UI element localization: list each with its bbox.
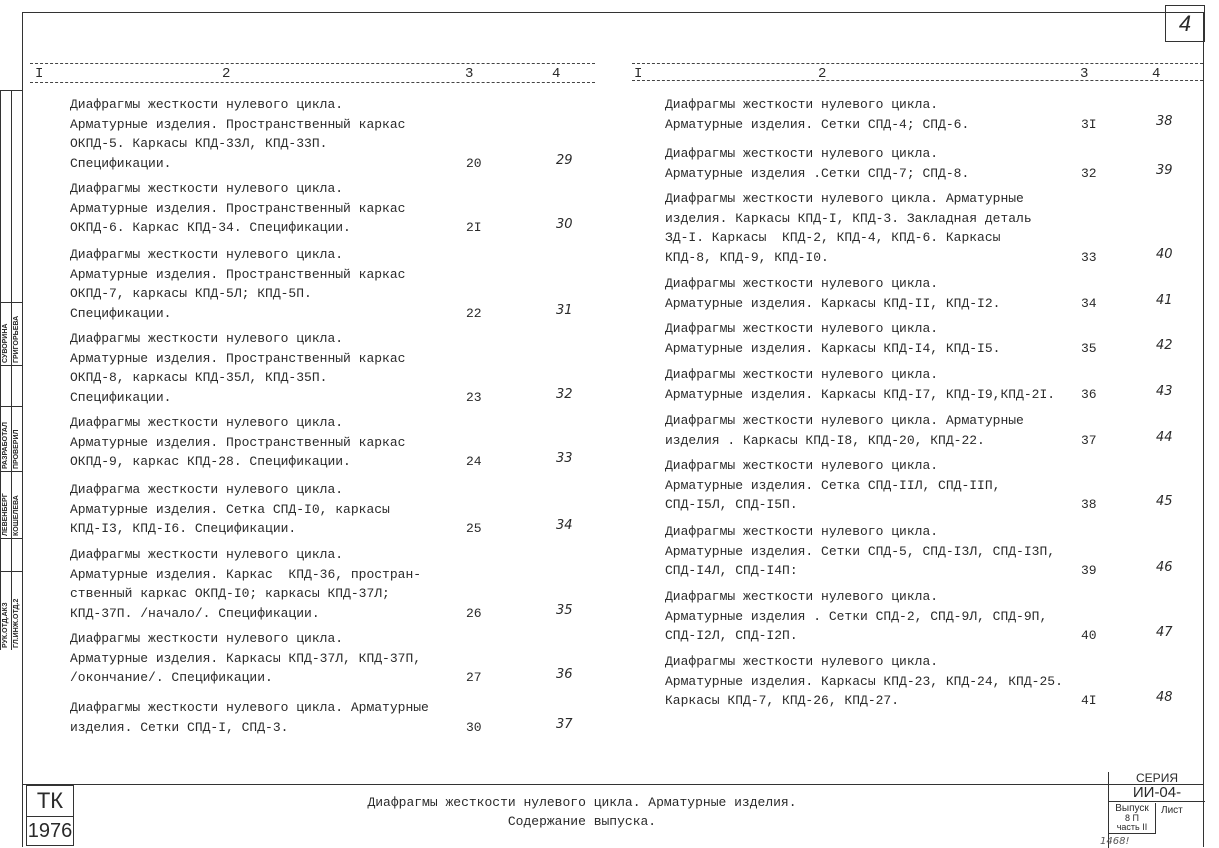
- entry-col3-number: 39: [1081, 563, 1097, 578]
- entry-description-line: изделия . Каркасы КПД-I8, КПД-20, КПД-22.: [665, 432, 985, 448]
- entry-description-line: Диафрагмы жесткости нулевого цикла. Арматурные: [665, 413, 1024, 428]
- entry-description-line: Диафрагмы жесткости нулевого цикла.: [665, 97, 939, 112]
- entry-description-line: Арматурные изделия .Сетки СПД-7; СПД-8.: [665, 165, 970, 181]
- entry-col4-number: 43: [1156, 383, 1173, 399]
- issue-label: Выпуск: [1115, 803, 1149, 814]
- left-col-header-3: 3: [465, 66, 474, 82]
- entry-col3-number: 27: [466, 670, 482, 685]
- contents-entry: [70, 545, 596, 623]
- entry-description-line: Арматурные изделия. Пространственный каркас: [70, 116, 406, 132]
- entry-description-line: Спецификации.: [70, 389, 172, 405]
- contents-entry: [665, 456, 1196, 515]
- entry-description-line: Арматурные изделия. Сетки СПД-4; СПД-6.: [665, 116, 970, 132]
- org-code: ТК: [26, 785, 74, 817]
- entry-description-line: КПД-8, КПД-9, КПД-I0.: [665, 249, 829, 265]
- contents-entry: [665, 652, 1196, 711]
- entry-col4-number: 48: [1156, 690, 1173, 705]
- entry-description-line: Диафрагмы жесткости нулевого цикла.: [70, 181, 344, 196]
- entry-description-line: Диафрагмы жесткости нулевого цикла.: [70, 247, 344, 262]
- entry-col3-number: 25: [466, 521, 482, 536]
- entry-col4-number: 47: [1156, 625, 1173, 640]
- entry-description-line: Диафрагмы жесткости нулевого цикла.: [665, 276, 939, 291]
- entry-description-line: КПД-I3, КПД-I6. Спецификации.: [70, 521, 297, 536]
- contents-entry: [665, 95, 1196, 134]
- contents-entry: [70, 698, 596, 737]
- stamp-empty-cell: [1, 90, 11, 302]
- entry-description-line: Диафрагмы жесткости нулевого цикла.: [70, 547, 344, 562]
- contents-entry: [665, 144, 1196, 183]
- entry-description-line: Диафрагмы жесткости нулевого цикла. Арматурные: [665, 191, 1024, 206]
- entry-col3-number: 36: [1081, 386, 1097, 402]
- stamp-row-2: [11, 90, 23, 650]
- contents-entry: [665, 587, 1196, 646]
- series-value: ИИ-04-: [1109, 784, 1205, 802]
- frame-right-border: [1203, 12, 1204, 847]
- entry-description-line: Арматурные изделия. Каркасы КПД-I4, КПД-I5.: [665, 340, 1001, 356]
- entry-description-line: Арматурные изделия. Каркасы КПД-37Л, КПД-37П,: [70, 650, 422, 666]
- contents-entry: [70, 629, 596, 688]
- entry-description-line: Арматурные изделия. Сетка СПД-I0, каркасы: [70, 501, 390, 517]
- entry-description-line: ЗД-I. Каркасы КПД-2, КПД-4, КПД-6. Каркасы: [665, 230, 1001, 245]
- entry-col4-number: 31: [556, 302, 573, 318]
- signature: [1, 365, 11, 406]
- frame-top-border: [22, 12, 1204, 13]
- entry-col4-number: 40: [1156, 246, 1173, 262]
- signature: [1, 538, 11, 571]
- entry-col3-number: 34: [1081, 295, 1097, 311]
- entry-description-line: ОКПД-5. Каркасы КПД-33Л, КПД-33П.: [70, 136, 328, 151]
- entry-description-line: Диафрагмы жесткости нулевого цикла.: [665, 367, 939, 382]
- entry-description-line: Арматурные изделия. Пространственный каркас: [70, 200, 406, 216]
- entry-description-line: ОКПД-6. Каркас КПД-34. Спецификации.: [70, 220, 351, 235]
- entry-description-line: СПД-I2Л, СПД-I2П.: [665, 628, 798, 643]
- entry-col3-number: 35: [1081, 340, 1097, 356]
- entry-description-line: Диафрагмы жесткости нулевого цикла.: [70, 331, 344, 346]
- entry-description-line: изделия. Сетки СПД-I, СПД-3.: [70, 719, 289, 735]
- issue-value: 8 П: [1125, 813, 1139, 823]
- header-rule-bottom-right: [632, 80, 1203, 81]
- stamp-name: СУВОРИНА: [1, 302, 11, 365]
- entry-description-line: Диафрагмы жесткости нулевого цикла.: [665, 654, 939, 669]
- entry-description-line: Арматурные изделия. Сетки СПД-5, СПД-I3Л, СПД-I3П,: [665, 543, 1056, 559]
- entry-description-line: Каркасы КПД-7, КПД-26, КПД-27.: [665, 693, 900, 708]
- sheet-number: 4: [1165, 5, 1205, 42]
- contents-entry: [70, 179, 596, 238]
- stamp-name: КОШЕЛЕВА: [12, 471, 22, 538]
- entry-col4-number: 35: [556, 602, 573, 618]
- entry-description-line: Арматурные изделия. Каркасы КПД-I7, КПД-I9,КПД-2I.: [665, 386, 1056, 402]
- contents-entry: [665, 522, 1196, 581]
- entry-col4-number: 38: [1156, 113, 1173, 129]
- entry-col4-number: 39: [1156, 162, 1173, 178]
- stamp-empty-cell: [12, 90, 22, 302]
- entry-description-line: Арматурные изделия. Пространственный каркас: [70, 434, 406, 450]
- header-rule-bottom-left: [30, 82, 595, 83]
- entry-col3-number: 32: [1081, 165, 1097, 181]
- header-rule-top-right: [632, 63, 1203, 64]
- contents-entry: [70, 480, 596, 539]
- part-label: часть II: [1116, 822, 1148, 832]
- document-title-line1: Диафрагмы жесткости нулевого цикла. Арматурные изделия.: [367, 795, 797, 810]
- contents-entry: [70, 413, 596, 472]
- stamp-role: ПРОВЕРИЛ: [12, 406, 22, 471]
- entry-col4-number: 32: [556, 386, 573, 402]
- entry-description-line: Диафрагмы жесткости нулевого цикла.: [70, 97, 344, 112]
- entry-description-line: Спецификации.: [70, 305, 172, 321]
- title-block: [22, 771, 1204, 848]
- entry-col4-number: 41: [1156, 292, 1173, 308]
- left-col-header-4: 4: [552, 66, 561, 82]
- entry-col4-number: 30: [556, 217, 573, 232]
- entry-col4-number: 37: [556, 716, 573, 732]
- entry-col3-number: 22: [466, 305, 482, 321]
- entry-col3-number: 26: [466, 605, 482, 621]
- entry-description-line: Арматурные изделия. Каркас КПД-36, простран-: [70, 566, 422, 582]
- entry-description-line: Диафрагмы жесткости нулевого цикла. Арматурные: [70, 700, 429, 715]
- entry-description-line: Диафрагмы жесткости нулевого цикла.: [70, 631, 344, 646]
- entry-col4-number: 42: [1156, 337, 1173, 353]
- contents-entry: [665, 365, 1196, 404]
- entry-description-line: ОКПД-7, каркасы КПД-5Л; КПД-5П.: [70, 286, 312, 301]
- right-col-header-1: I: [634, 66, 643, 82]
- signature: [12, 538, 22, 571]
- entry-description-line: Диафрагмы жесткости нулевого цикла.: [665, 589, 939, 604]
- stamp-name: ЛЕВЕНБЕРГ: [1, 471, 11, 538]
- entry-col3-number: 30: [466, 719, 482, 735]
- stamp-position: ГЛ.ИНЖ.ОТД.2: [12, 571, 22, 650]
- entry-description-line: Диафрагмы жесткости нулевого цикла.: [70, 415, 344, 430]
- header-rule-top-left: [30, 63, 595, 64]
- entry-description-line: Диафрагмы жесткости нулевого цикла.: [665, 321, 939, 336]
- entry-col3-number: 4I: [1081, 693, 1097, 708]
- right-col-header-3: 3: [1080, 66, 1089, 82]
- entry-description-line: ственный каркас ОКПД-I0; каркасы КПД-37Л;: [70, 586, 390, 601]
- stamp-name: ГРИГОРЬЕВА: [12, 302, 22, 365]
- entry-description-line: Арматурные изделия. Сетка СПД-IIЛ, СПД-IIП,: [665, 477, 1001, 493]
- entry-col4-number: 46: [1156, 560, 1173, 575]
- right-col-header-2: 2: [818, 66, 827, 82]
- entry-col3-number: 37: [1081, 432, 1097, 448]
- entry-col4-number: 44: [1156, 429, 1173, 445]
- entry-description-line: СПД-I5Л, СПД-I5П.: [665, 497, 798, 512]
- contents-entry: [665, 274, 1196, 313]
- entry-description-line: Арматурные изделия. Пространственный каркас: [70, 350, 406, 366]
- entry-description-line: СПД-I4Л, СПД-I4П:: [665, 563, 798, 578]
- left-col-header-2: 2: [222, 66, 231, 82]
- series-label: СЕРИЯ: [1136, 771, 1178, 785]
- entry-description-line: Диафрагма жесткости нулевого цикла.: [70, 482, 344, 497]
- stamp-row-1: [0, 90, 11, 650]
- stamp-role: РАЗРАБОТАЛ: [1, 406, 11, 471]
- entry-col4-number: 36: [556, 667, 573, 682]
- sheet-label: Лист: [1161, 805, 1183, 816]
- contents-entry: [665, 319, 1196, 358]
- entry-description-line: Диафрагмы жесткости нулевого цикла.: [665, 458, 939, 473]
- contents-entry: [70, 95, 596, 173]
- entry-col3-number: 2I: [466, 220, 482, 235]
- entry-description-line: Спецификации.: [70, 155, 172, 171]
- right-col-header-4: 4: [1152, 66, 1161, 82]
- approval-stamp: [0, 90, 20, 650]
- year: 1976: [26, 816, 74, 846]
- left-col-header-1: I: [35, 66, 44, 82]
- entry-col3-number: 24: [466, 454, 482, 469]
- entry-col4-number: 33: [556, 451, 573, 466]
- entry-description-line: ОКПД-9, каркас КПД-28. Спецификации.: [70, 454, 351, 469]
- entry-description-line: изделия. Каркасы КПД-I, КПД-3. Закладная деталь: [665, 210, 1032, 226]
- entry-description-line: Арматурные изделия. Пространственный каркас: [70, 266, 406, 282]
- entry-description-line: Диафрагмы жесткости нулевого цикла.: [665, 524, 939, 539]
- entry-description-line: КПД-37П. /начало/. Спецификации.: [70, 605, 320, 621]
- entry-col4-number: 34: [556, 518, 573, 533]
- entry-description-line: Диафрагмы жесткости нулевого цикла.: [665, 146, 939, 161]
- entry-col3-number: 23: [466, 389, 482, 405]
- entry-col3-number: 20: [466, 155, 482, 171]
- entry-description-line: Арматурные изделия. Каркасы КПД-23, КПД-24, КПД-25.: [665, 673, 1063, 689]
- entry-description-line: Арматурные изделия . Сетки СПД-2, СПД-9Л, СПД-9П,: [665, 608, 1048, 624]
- contents-entry: [70, 245, 596, 323]
- entry-description-line: ОКПД-8, каркасы КПД-35Л, КПД-35П.: [70, 370, 328, 385]
- contents-entry: [665, 189, 1196, 267]
- document-title-line2: Содержание выпуска.: [507, 814, 657, 829]
- entry-col3-number: 3I: [1081, 116, 1097, 132]
- stamp-position: РУК.ОТД.АКЗ: [1, 571, 11, 650]
- entry-col3-number: 40: [1081, 628, 1097, 643]
- entry-description-line: /окончание/. Спецификации.: [70, 670, 273, 685]
- signature: [12, 365, 22, 406]
- issue-cell: [1109, 803, 1156, 834]
- entry-col3-number: 38: [1081, 497, 1097, 512]
- contents-entry: [70, 329, 596, 407]
- contents-entry: [665, 411, 1196, 450]
- entry-description-line: Арматурные изделия. Каркасы КПД-II, КПД-I2.: [665, 295, 1001, 311]
- entry-col4-number: 29: [556, 152, 573, 168]
- handwritten-note: 1468!: [1100, 836, 1130, 847]
- entry-col3-number: 33: [1081, 249, 1097, 265]
- entry-col4-number: 45: [1156, 494, 1173, 509]
